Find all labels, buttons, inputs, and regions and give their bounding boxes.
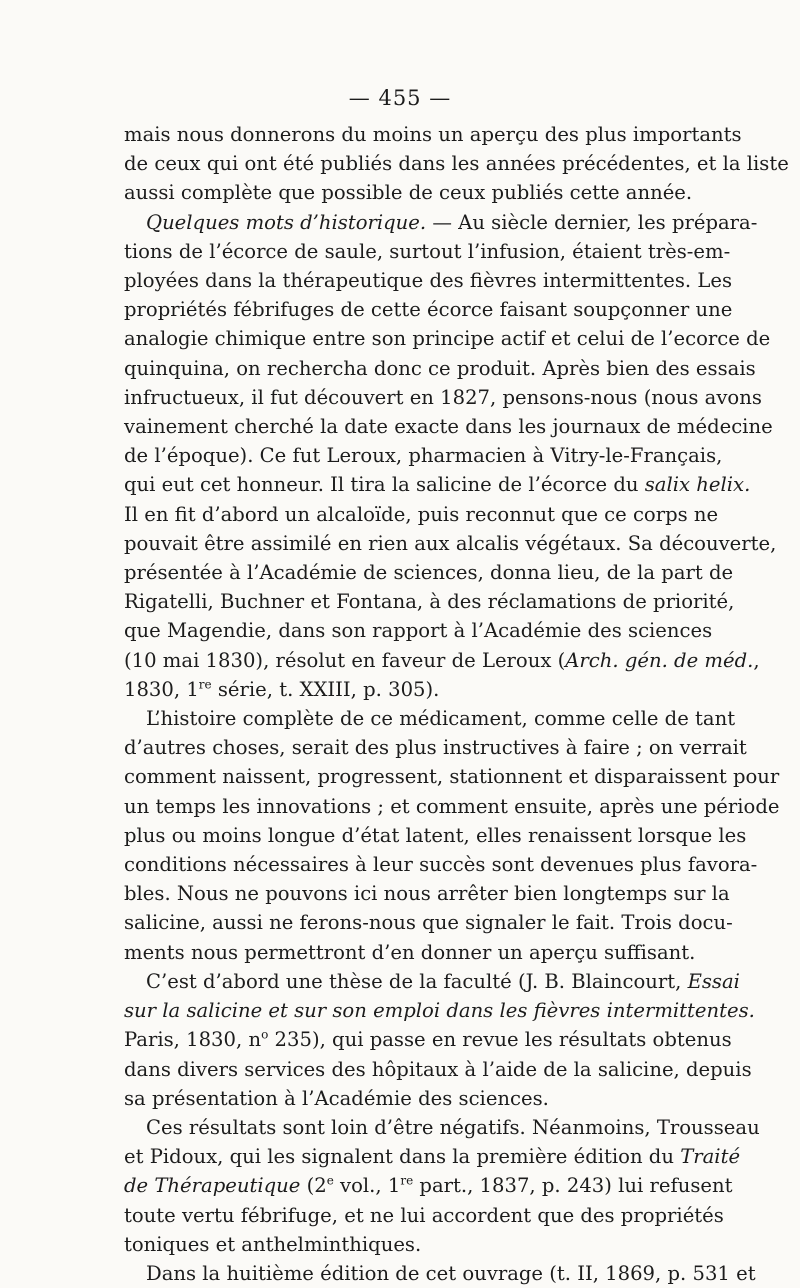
text-line [124,704,736,733]
text-segment: salicine, aussi ne ferons-nous que signaler le fait. Trois docu- [124,911,733,935]
text-segment: de ceux qui ont été publiés dans les années précédentes, et la liste [124,152,789,176]
text-segment: salix helix. [644,473,751,497]
text-line [124,558,734,587]
text-segment: conditions nécessaires à leur succès sont devenues plus favora- [124,853,758,877]
body-text [124,120,789,1288]
text-line [124,879,730,908]
text-segment: — Au siècle dernier, les prépara- [426,210,758,234]
text-line [124,208,758,237]
text-segment: ployées dans la thérapeutique des fièvres intermittentes. Les [124,269,733,293]
text-line [124,1025,732,1054]
text-line [124,529,777,558]
text-segment: re [198,677,212,692]
text-line [124,762,780,791]
text-line [124,1084,702,1113]
text-line [124,266,733,295]
text-line [124,938,702,967]
text-line [124,587,735,616]
text-line [124,470,751,499]
text-segment: ments nous permettront d’en donner un aperçu suffisant. [124,940,696,964]
text-segment: présentée à l’Académie de sciences, donna lieu, de la part de [124,561,734,585]
text-line [124,1055,752,1084]
text-line [124,1259,756,1288]
text-line [124,1230,702,1259]
text-segment: propriétés fébrifuges de cette écorce faisant soupçonner une [124,298,733,322]
text-segment: Il en fit d’abord un alcaloïde, puis reconnut que ce corps ne [124,502,719,526]
text-segment: Traité [680,1145,741,1169]
text-segment: infructueux, il fut découvert en 1827, pensons-nous (nous avons [124,385,762,409]
text-segment: L’histoire complète de ce médicament, comme celle de tant [146,707,736,731]
text-line [124,441,723,470]
text-segment: Paris, 1830, n [124,1028,262,1052]
text-segment: vainement cherché la date exacte dans les journaux de médecine [124,415,773,439]
text-segment: analogie chimique entre son principe actif et celui de l’ecorce de [124,327,771,351]
text-segment: Arch. gén. de méd. [565,648,754,672]
text-segment: pouvait être assimilé en rien aux alcalis végétaux. Sa découverte, [124,531,777,555]
text-segment: qui eut cet honneur. Il tira la salicine de l’écorce du [124,473,645,497]
text-segment: série, t. XXIII, p. 305). [211,677,440,701]
text-segment: tions de l’écorce de saule, surtout l’infusion, étaient très-em- [124,239,731,263]
text-line [124,1171,733,1200]
text-line [124,237,731,266]
text-segment: dans divers services des hôpitaux à l’aide de la salicine, depuis [124,1057,752,1081]
text-line [124,120,742,149]
text-segment: que Magendie, dans son rapport à l’Académie des sciences [124,619,713,643]
text-segment: e [326,1173,334,1188]
page-number: — 455 — [348,86,452,110]
text-segment: toute vertu fébrifuge, et ne lui accordent que des propriétés [124,1203,724,1227]
text-line [124,354,756,383]
text-line [124,295,733,324]
text-segment: et Pidoux, qui les signalent dans la première édition du [124,1145,681,1169]
text-segment: de l’époque). Ce fut Leroux, pharmacien à Vitry-le-Français, [124,444,723,468]
text-segment: Essai [687,969,740,993]
text-segment: Dans la huitième édition de cet ouvrage (t. II, 1869, p. 531 et [146,1261,756,1285]
text-segment: (2 [300,1174,327,1198]
text-line [124,178,702,207]
text-segment: C’est d’abord une thèse de la faculté (J. B. Blaincourt, [146,969,688,993]
text-line [124,792,780,821]
text-segment: Quelques mots d’historique. [146,210,427,234]
text-line [124,616,713,645]
text-segment: bles. Nous ne pouvons ici nous arrêter bien longtemps sur la [124,882,730,906]
text-segment: , [753,648,760,672]
text-segment: part., 1837, p. 243) lui refusent [413,1174,733,1198]
text-line [124,908,733,937]
text-segment: 235), qui passe en revue les résultats obtenus [268,1028,732,1052]
text-segment: 1830, 1 [124,677,199,701]
text-segment: vol., 1 [333,1174,401,1198]
text-line [124,1201,724,1230]
text-line [124,821,747,850]
text-segment: sa présentation à l’Académie des sciences. [124,1086,549,1110]
text-segment: quinquina, on rechercha donc ce produit. Après bien des essais [124,356,756,380]
text-segment: toniques et anthelminthiques. [124,1232,422,1256]
text-segment: (10 mai 1830), résolut en faveur de Leroux ( [124,648,566,672]
text-line [124,1142,741,1171]
text-segment: Ces résultats sont loin d’être négatifs. Néanmoins, Trousseau [146,1115,760,1139]
text-segment: plus ou moins longue d’état latent, elles renaissent lorsque les [124,823,747,847]
text-line [124,733,747,762]
text-segment: d’autres choses, serait des plus instructives à faire ; on verrait [124,736,747,760]
text-segment: comment naissent, progressent, stationnent et disparaissent pour [124,765,780,789]
text-line [124,1113,760,1142]
text-line [124,996,755,1025]
text-segment: un temps les innovations ; et comment ensuite, après une période [124,794,780,818]
text-line [124,383,762,412]
text-segment: re [400,1173,414,1188]
text-line [124,675,702,704]
text-segment: de Thérapeutique [124,1174,301,1198]
text-line [124,412,773,441]
text-segment: sur la salicine et sur son emploi dans les fièvres intermittentes. [124,999,755,1023]
text-line [124,646,760,675]
text-segment: o [261,1027,269,1042]
text-line [124,149,789,178]
text-segment: Rigatelli, Buchner et Fontana, à des réclamations de priorité, [124,590,735,614]
text-segment: aussi complète que possible de ceux publiés cette année. [124,181,693,205]
text-line [124,967,740,996]
text-segment: mais nous donnerons du moins un aperçu des plus importants [124,123,742,146]
text-line [124,850,758,879]
text-line [124,500,719,529]
text-line [124,324,771,353]
